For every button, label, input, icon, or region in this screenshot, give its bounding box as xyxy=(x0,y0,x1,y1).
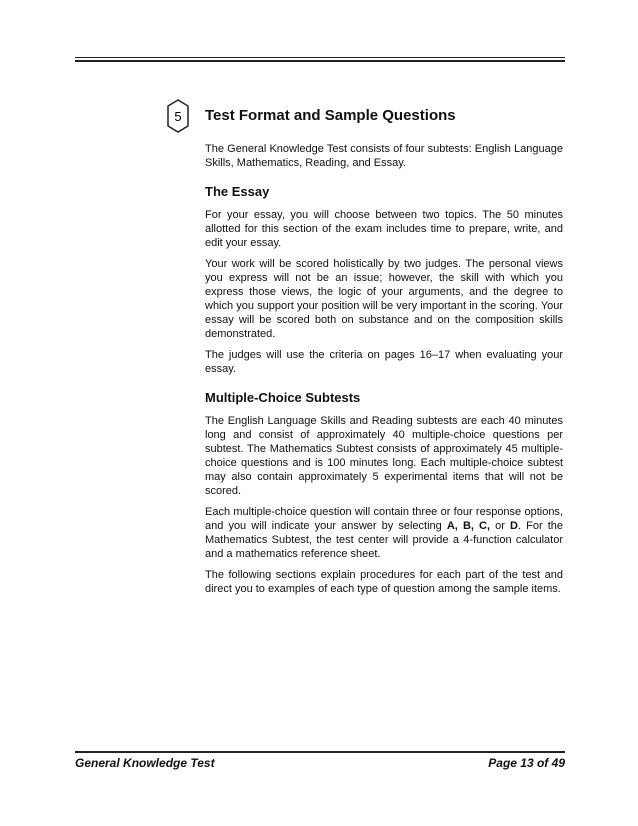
mc-p2-text-a: Each multiple-choice question will contain three or four response options, and you will indicate your answer by selecting xyxy=(205,506,563,532)
mc-paragraph-2 xyxy=(205,505,563,561)
mc-paragraph-3: The following sections explain procedures for each part of the test and direct you to examples of each type of question among the sample items. xyxy=(205,569,563,595)
essay-paragraph-3: The judges will use the criteria on pages 16–17 when evaluating your essay. xyxy=(205,349,563,375)
essay-heading: The Essay xyxy=(205,184,270,199)
intro-paragraph: The General Knowledge Test consists of four subtests: English Language Skills, Mathematics, Reading, and Essay. xyxy=(205,143,563,169)
footer-rule xyxy=(75,751,565,753)
main-content xyxy=(205,106,563,603)
footer-document-title: General Knowledge Test xyxy=(75,756,215,770)
header-rule xyxy=(75,57,565,58)
chapter-badge-number: 5 xyxy=(174,109,182,124)
section-title: Test Format and Sample Questions xyxy=(205,107,456,124)
mc-p2-text-b: or xyxy=(490,520,511,532)
mc-p2-option-d-bold: D xyxy=(510,520,518,532)
header-rule-thick xyxy=(75,60,565,62)
chapter-badge xyxy=(167,99,189,133)
essay-paragraph-2: Your work will be scored holistically by two judges. The personal views you express will not be an issue; however, the skill with which you express those views, the logic of your arguments, and the degree to which you support your position will be very important in the scoring. Your essay will be scored both on substance and on the composition skills demonstrated. xyxy=(205,258,563,340)
mc-paragraph-1: The English Language Skills and Reading subtests are each 40 minutes long and consist of approximately 40 multiple-choice questions per subtest. The Mathematics Subtest consists of approximately 45 multiple-choice questions and is 100 minutes long. Each multiple-choice subtest may also contain approximately 5 experimental items that will not be scored. xyxy=(205,415,563,497)
mc-heading: Multiple-Choice Subtests xyxy=(205,390,361,405)
mc-p2-options-bold: A, B, C, xyxy=(446,520,491,532)
essay-paragraph-1: For your essay, you will choose between two topics. The 50 minutes allotted for this section of the exam includes time to prepare, write, and edit your essay. xyxy=(205,209,563,249)
mc-p2-text-c: . For the Mathematics Subtest, the test center will provide a 4-function calculator and a mathematics reference sheet. xyxy=(205,520,563,560)
footer-page-number: Page 13 of 49 xyxy=(488,756,565,770)
